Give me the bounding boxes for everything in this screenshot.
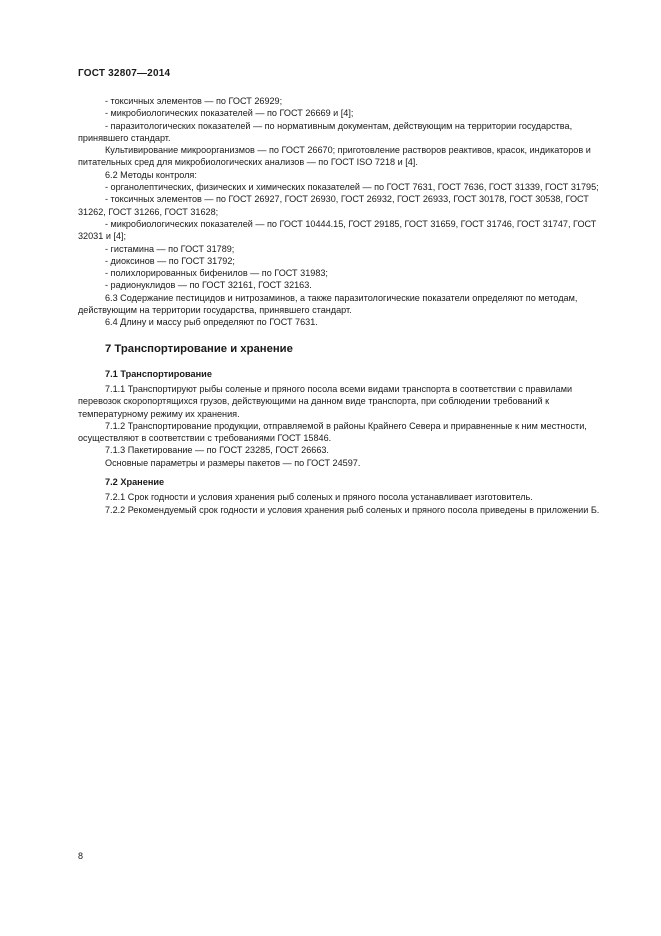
- list-item: - радионуклидов — по ГОСТ 32161, ГОСТ 32163.: [105, 280, 312, 291]
- paragraph: Основные параметры и размеры пакетов — по ГОСТ 24597.: [105, 457, 361, 468]
- document-header: ГОСТ 32807—2014: [78, 68, 171, 79]
- list-item: - гистамина — по ГОСТ 31789;: [105, 243, 235, 254]
- list-item: - диоксинов — по ГОСТ 31792;: [105, 255, 235, 266]
- document-body: [78, 95, 615, 516]
- list-item: - микробиологических показателей — по ГОСТ 10444.15, ГОСТ 29185, ГОСТ 31659, ГОСТ 31746, ГОСТ 31747, ГОСТ 32031 и [4];: [78, 218, 597, 242]
- paragraph: 7.1.2 Транспортирование продукции, отправляемой в районы Крайнего Севера и приравненные к ним местности, осуществляют в соответствии с требованиями ГОСТ 15846.: [78, 420, 587, 444]
- subsection-heading: 7.1 Транспортирование: [105, 368, 212, 379]
- paragraph: 7.1.3 Пакетирование — по ГОСТ 23285, ГОСТ 26663.: [105, 445, 329, 456]
- list-item: - полихлорированных бифенилов — по ГОСТ 31983;: [105, 268, 328, 279]
- paragraph: 6.4 Длину и массу рыб определяют по ГОСТ 7631.: [105, 317, 318, 328]
- list-item: - микробиологических показателей — по ГОСТ 26669 и [4];: [105, 108, 354, 119]
- paragraph: 7.2.1 Срок годности и условия хранения рыб соленых и пряного посола устанавливает изготовитель.: [105, 492, 533, 503]
- list-item: - органолептических, физических и химических показателей — по ГОСТ 7631, ГОСТ 7636, ГОСТ 31339, ГОСТ 31795;: [105, 182, 599, 193]
- paragraph: Культивирование микроорганизмов — по ГОСТ 26670; приготовление растворов реактивов, красок, индикаторов и питательных сред для микробиологических анализов — по ГОСТ ISO 7218 и [4].: [78, 145, 591, 168]
- section-heading: 7 Транспортирование и хранение: [105, 342, 293, 355]
- list-item: - токсичных элементов — по ГОСТ 26929;: [105, 96, 283, 106]
- list-item: - токсичных элементов — по ГОСТ 26927, ГОСТ 26930, ГОСТ 26932, ГОСТ 26933, ГОСТ 30178, ГОСТ 30538, ГОСТ 31262, ГОСТ 31266, ГОСТ 31628;: [78, 194, 589, 217]
- page-number: 8: [78, 851, 84, 861]
- paragraph: 6.2 Методы контроля:: [105, 169, 197, 180]
- subsection-heading: 7.2 Хранение: [105, 477, 165, 488]
- paragraph: 6.3 Содержание пестицидов и нитрозаминов, а также паразитологические показатели определяют по методам, действующим на территории государства, принявшего стандарт.: [78, 292, 578, 316]
- list-item: - паразитологических показателей — по нормативным документам, действующим на территории государства, принявшего стандарт.: [78, 120, 573, 143]
- paragraph: 7.2.2 Рекомендуемый срок годности и условия хранения рыб соленых и пряного посола приведены в приложении Б.: [105, 504, 600, 515]
- paragraph: 7.1.1 Транспортируют рыбы соленые и пряного посола всеми видами транспорта в соответствии с правилами перевозок скоропортящихся грузов, действующими на данном виде транспорта, при соблюдении требований к температурному режиму их хранения.: [78, 383, 573, 419]
